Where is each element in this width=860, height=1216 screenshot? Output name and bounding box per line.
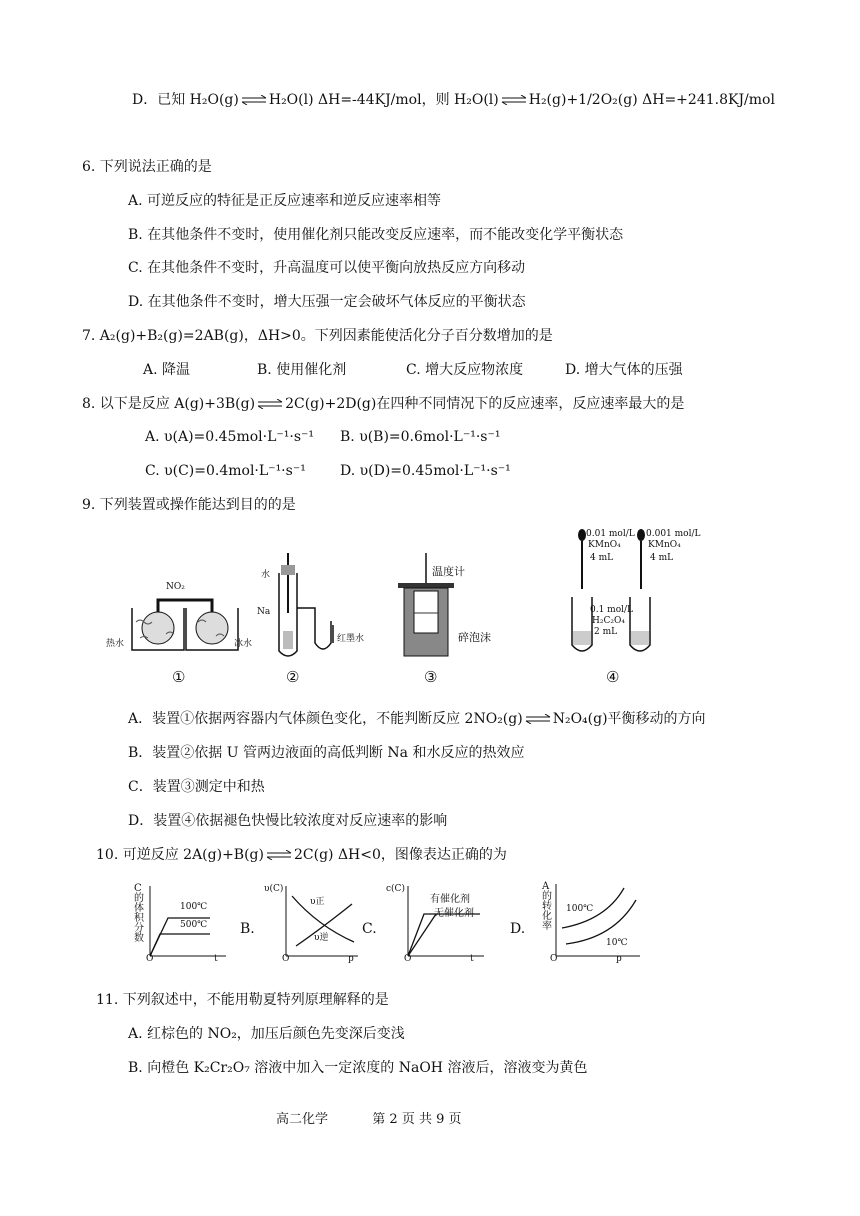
graph-c-no-catalyst: 无催化剂 [434,908,474,919]
hot-water-label: 热水 [106,639,125,649]
equilibrium-arrow-icon [241,95,267,105]
graph-d-xaxis: p [616,954,622,964]
q6-option-c: C. 在其他条件不变时，升高温度可以使平衡向放热反应方向移动 [128,260,526,276]
ice-water-label: 冰水 [234,639,253,649]
q11-option-b: B. 向橙色 K₂Cr₂O₇ 溶液中加入一定浓度的 NaOH 溶液后，溶液变为黄色 [128,1060,588,1076]
q7-option-c: C. 增大反应物浓度 [406,362,524,378]
q9-option-d: D．装置④依据褪色快慢比较浓度对反应速率的影响 [128,813,448,829]
graph-b-xaxis: p [348,954,354,964]
caption-1: ① [172,668,186,686]
conc-1-label: 0.01 mol/L [586,529,635,539]
q9-a-part2: N₂O₄(g)平衡移动的方向 [552,711,706,727]
footer-subject: 高二化学 [276,1112,329,1127]
foam-label: 碎泡沫 [458,631,491,644]
q7-stem: 7. A₂(g)+B₂(g)=2AB(g)，ΔH>0。下列因素能使活化分子百分数增加的是 [82,328,553,344]
graph-d-origin: O [550,954,558,964]
q7-option-d: D. 增大气体的压强 [565,362,683,378]
graph-c-ylabel: c(C) [386,884,405,894]
q8-option-b: B. υ(B)=0.6mol·L⁻¹·s⁻¹ [340,429,501,445]
graph-d-ylabel-char: 化 [542,911,552,922]
q7-option-b: B. 使用催化剂 [257,362,347,378]
no2-label: NO₂ [166,582,185,592]
vol-2-label: 4 mL [650,553,674,563]
q8-option-c: C. υ(C)=0.4mol·L⁻¹·s⁻¹ [145,463,306,479]
q9-option-b: B．装置②依据 U 管两边液面的高低判断 Na 和水反应的热效应 [128,745,525,761]
q9-a-part1: A．装置①依据两容器内气体颜色变化，不能判断反应 2NO₂(g) [128,711,523,727]
q5-d-part2: H₂O(l) ΔH=-44KJ/mol，则 H₂O(l) [268,92,499,108]
conc-3-label: 0.1 mol/L [590,605,634,615]
q8-option-a: A. υ(A)=0.45mol·L⁻¹·s⁻¹ [145,429,315,445]
equilibrium-arrow-icon [257,399,283,409]
graph-b-vforward: υ正 [310,897,325,907]
graph-a-temp2: 500℃ [180,920,208,930]
graph-d-ylabel-char: 率 [542,921,552,932]
graph-b-origin: O [282,954,290,964]
equilibrium-arrow-icon [266,850,292,860]
graph-d-temp1: 100℃ [566,904,594,914]
graph-d-ylabel-char: 转 [542,901,552,912]
graph-c-catalyst: 有催化剂 [430,894,470,905]
graph-d [536,880,646,966]
q9-option-a [128,710,706,728]
graph-a-ylabel-char: 数 [134,933,144,944]
graph-a-ylabel-char: 积 [134,913,144,924]
graph-d-ylabel-char: 的 [542,891,552,902]
page-footer [276,1108,462,1127]
graph-b-ylabel: υ(C) [264,884,284,894]
equilibrium-arrow-icon [525,714,551,724]
q6-option-d: D. 在其他条件不变时，增大压强一定会破坏气体反应的平衡状态 [128,294,526,310]
q10-letter-d: D. [510,921,526,937]
graph-a-ylabel [134,884,144,944]
apparatus-4-drawing [560,527,710,662]
kmno4-2-label: KMnO₄ [648,540,681,550]
apparatus-1-figure [106,580,253,655]
graph-a-ylabel-char: 分 [134,923,144,934]
q5-d-part1: D．已知 H₂O(g) [132,92,239,108]
graph-a-ylabel-char: 体 [134,903,144,914]
q10-stem [96,846,507,864]
apparatus-4-figure [560,527,710,662]
q8-stem [82,395,684,413]
caption-3: ③ [424,668,438,686]
q9-stem: 9. 下列装置或操作能达到目的的是 [82,497,296,513]
q11-stem: 11. 下列叙述中，不能用勒夏特列原理解释的是 [96,992,389,1008]
q7-option-a: A. 降温 [143,362,191,378]
q5-option-d [132,91,775,109]
graph-d-ylabel [542,882,552,932]
q10-letter-c: C. [362,921,377,937]
graph-a-origin: O [146,954,154,964]
graph-a-ylabel-char: C [134,883,142,894]
graph-a [130,884,230,966]
apparatus-2-figure [255,553,365,663]
q11-option-a: A. 红棕色的 NO₂，加压后颜色先变深后变浅 [128,1026,405,1042]
q6-stem: 6. 下列说法正确的是 [82,159,212,175]
q5-d-part3: H₂(g)+1/2O₂(g) ΔH=+241.8KJ/mol [528,92,775,108]
caption-2: ② [286,668,300,686]
red-ink-label: 红墨水 [337,634,365,644]
equilibrium-arrow-icon [501,95,527,105]
vol-3-label: 2 mL [594,627,618,637]
graph-b [262,884,362,966]
graph-d-temp2: 10℃ [606,938,628,948]
h2c2o4-label: H₂C₂O₄ [592,616,625,626]
q6-option-b: B. 在其他条件不变时，使用催化剂只能改变反应速率，而不能改变化学平衡状态 [128,227,624,243]
apparatus-2-drawing [255,553,365,663]
q9-option-c: C．装置③测定中和热 [128,779,265,795]
graph-a-xaxis: t [214,954,218,964]
water-label: 水 [261,570,271,580]
graph-b-vreverse: υ逆 [314,933,329,943]
q10-stem-part1: 10. 可逆反应 2A(g)+B(g) [96,847,264,863]
graph-c [384,884,490,966]
conc-2-label: 0.001 mol/L [646,529,701,539]
apparatus-3-figure [390,553,510,663]
q8-stem-part2: 2C(g)+2D(g)在四种不同情况下的反应速率，反应速率最大的是 [285,396,685,412]
q8-stem-part1: 8. 以下是反应 A(g)+3B(g) [82,396,256,412]
q8-option-d: D. υ(D)=0.45mol·L⁻¹·s⁻¹ [340,463,511,479]
graph-c-origin: O [404,954,412,964]
vol-1-label: 4 mL [590,553,614,563]
footer-page-number: 第 2 页 共 9 页 [372,1112,462,1127]
graph-c-xaxis: t [470,954,474,964]
graph-d-ylabel-char: A [542,881,550,892]
na-label: Na [257,607,271,617]
graph-a-temp1: 100℃ [180,902,208,912]
caption-4: ④ [606,668,620,686]
q6-option-a: A. 可逆反应的特征是正反应速率和逆反应速率相等 [128,193,442,209]
q10-letter-b: B. [240,921,255,937]
graph-a-ylabel-char: 的 [134,893,144,904]
kmno4-1-label: KMnO₄ [588,540,621,550]
thermometer-label: 温度计 [432,565,465,578]
q10-stem-part2: 2C(g) ΔH<0，图像表达正确的为 [293,847,507,863]
